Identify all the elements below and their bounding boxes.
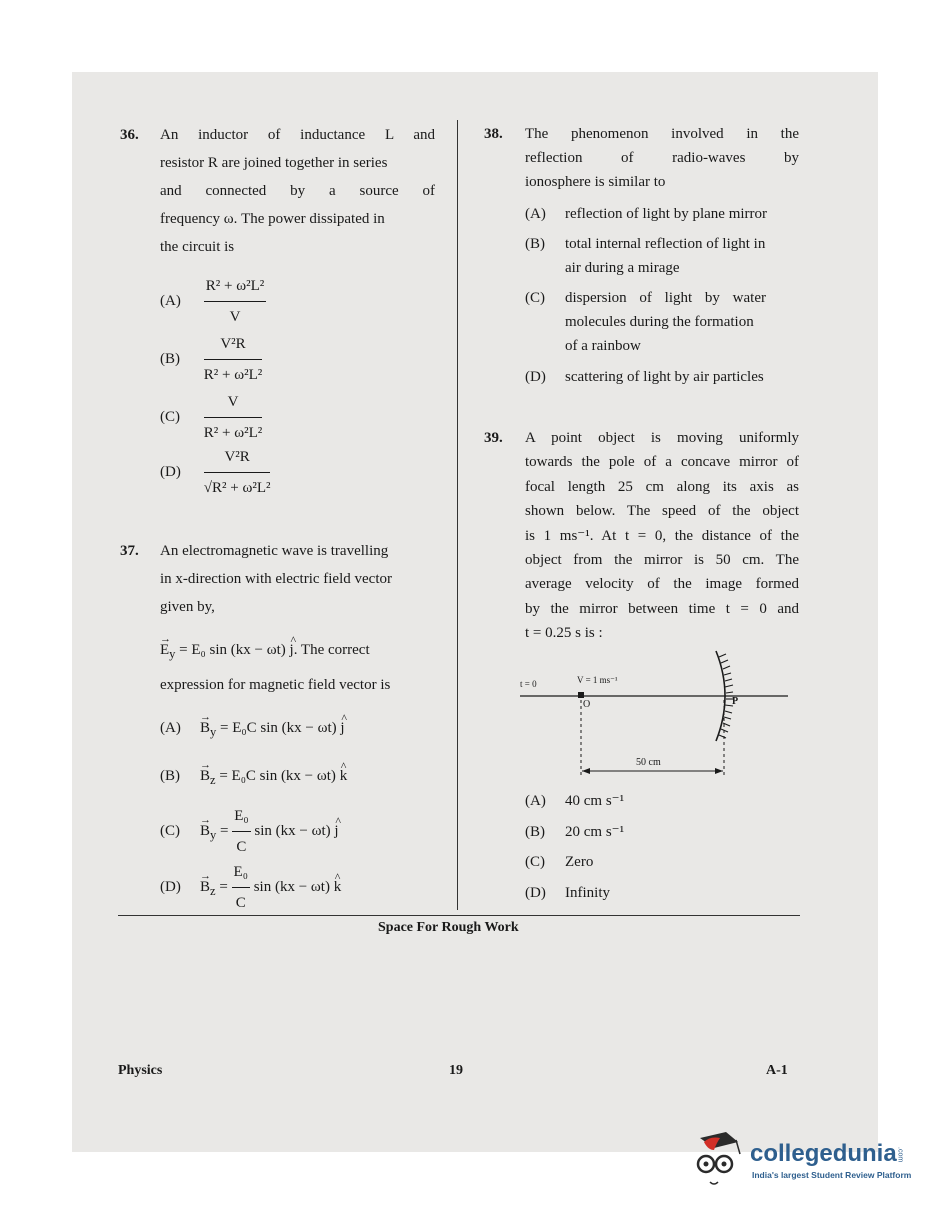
equation-tail: . The correct: [293, 642, 370, 658]
logo-tagline: India's largest Student Review Platform: [752, 1170, 912, 1180]
object-label: O: [583, 699, 591, 710]
question-line: A point object is moving uniformly: [525, 430, 799, 446]
question-line: t = 0.25 s is :: [525, 625, 603, 642]
option-b[interactable]: [525, 820, 624, 844]
question-line: reflection of radio-waves by: [525, 150, 799, 166]
unit-vector: ^ j: [334, 817, 338, 845]
mirror-diagram: [520, 645, 790, 780]
question-number: 38.: [484, 126, 503, 142]
subscript: z: [210, 883, 216, 898]
question-text: [525, 426, 799, 646]
question-line: the circuit is: [160, 239, 235, 255]
option-text: Infinity: [565, 885, 610, 901]
question-line: frequency ω. The power dissipated in: [160, 211, 385, 227]
option-text: = E₀C sin (kx − ωt): [215, 768, 340, 784]
vector-symbol: → B: [200, 762, 210, 790]
distance-label: 50 cm: [636, 757, 661, 768]
subscript: y: [169, 647, 176, 661]
denominator: √R² + ω²L²: [203, 480, 271, 496]
question-line: resistor R are joined together in series: [160, 155, 388, 171]
option-label: (B): [160, 350, 180, 367]
collegedunia-mascot-icon: [686, 1128, 746, 1188]
unit-vector: ^ k: [334, 873, 342, 901]
question-line: by the mirror between time t = 0 and: [525, 600, 799, 617]
question-line: given by,: [160, 599, 215, 615]
option-b[interactable]: [160, 330, 262, 389]
vector-symbol: → E: [160, 636, 169, 664]
fraction: [232, 802, 250, 861]
question-line: average velocity of the image formed: [525, 576, 799, 593]
option-label: (C): [525, 290, 545, 306]
option-label: (D): [160, 878, 181, 895]
option-label: (A): [160, 720, 181, 736]
option-text: of a rainbow: [565, 338, 641, 354]
pole-label: P: [732, 696, 739, 707]
option-text: scattering of light by air particles: [565, 369, 764, 385]
option-text: dispersion of light by water: [565, 290, 766, 306]
fraction: [232, 858, 250, 917]
equation-body: = E₀ sin (kx − ωt): [175, 642, 290, 658]
option-d[interactable]: [525, 365, 801, 389]
option-text: sin (kx − ωt): [249, 878, 334, 895]
question-number: 39.: [484, 430, 503, 446]
option-label: (C): [160, 408, 180, 425]
option-text: = E₀C sin (kx − ωt): [216, 720, 341, 736]
option-a[interactable]: [160, 714, 345, 746]
option-label: (C): [525, 854, 545, 870]
option-text: air during a mirage: [565, 260, 680, 276]
question-line: expression for magnetic field vector is: [160, 677, 391, 693]
question-line: in x-direction with electric field vector: [160, 571, 392, 587]
option-text: sin (kx − ωt): [250, 822, 335, 839]
numerator: V²R: [204, 330, 263, 360]
rough-work-label: Space For Rough Work: [378, 920, 519, 935]
option-text: Zero: [565, 854, 594, 870]
vector-symbol: → B: [200, 873, 210, 901]
option-c[interactable]: [160, 388, 262, 447]
fraction: [204, 443, 271, 502]
option-label: (B): [525, 824, 545, 840]
denominator: R² + ω²L²: [203, 425, 263, 441]
option-a[interactable]: [525, 202, 801, 226]
question-text: [160, 121, 435, 261]
option-d[interactable]: $(D)\to B_z$ = $\frac{\text{E₀}}{C}$ sin (kx − ωt) ^ k: [160, 858, 341, 917]
option-c[interactable]: [525, 286, 801, 358]
question-number: 37.: [120, 543, 139, 559]
option-label: (B): [525, 236, 545, 252]
denominator: C: [235, 895, 246, 911]
fraction: [204, 330, 263, 389]
velocity-label: V = 1 ms⁻¹: [577, 675, 618, 685]
unit-vector: ^ j: [340, 714, 344, 742]
numerator: E₀: [232, 858, 250, 888]
question-line: An inductor of inductance L and: [160, 127, 435, 143]
question-line: object from the mirror is 50 cm. The: [525, 552, 799, 569]
question-number: 36.: [120, 127, 139, 143]
collegedunia-logo: [750, 1140, 904, 1168]
option-text: 40 cm s⁻¹: [565, 793, 625, 809]
option-label: (D): [525, 885, 546, 901]
question-text: [525, 122, 799, 194]
footer-subject: Physics: [118, 1063, 163, 1078]
time-label: t = 0: [520, 679, 537, 689]
option-label: (A): [525, 793, 546, 809]
logo-suffix: .com: [896, 1147, 904, 1163]
option-text: 20 cm s⁻¹: [565, 824, 625, 840]
denominator: C: [236, 839, 247, 855]
question-line: towards the pole of a concave mirror of: [525, 454, 799, 471]
vector-symbol: → B: [200, 714, 210, 742]
option-a[interactable]: [525, 789, 624, 813]
option-text: total internal reflection of light in: [565, 236, 766, 252]
denominator: R² + ω²L²: [203, 367, 263, 383]
option-b[interactable]: [525, 232, 801, 280]
option-c[interactable]: $(C)\to B_y$ = $\frac{\text{E₀}}{C}$ sin (kx − ωt) ^ j: [160, 802, 339, 861]
electric-field-equation: [160, 636, 370, 668]
denominator: V: [229, 309, 241, 325]
option-label: (D): [525, 369, 546, 385]
question-text: [160, 537, 435, 621]
option-a[interactable]: [160, 272, 266, 331]
option-label: (A): [525, 206, 546, 222]
option-text: reflection of light by plane mirror: [565, 206, 768, 222]
option-label: (C): [160, 822, 180, 839]
option-c[interactable]: [525, 850, 593, 874]
question-line: focal length 25 cm along its axis as: [525, 478, 799, 495]
option-d[interactable]: [160, 443, 270, 502]
option-label: (A): [160, 292, 181, 309]
unit-vector: ^ j: [290, 636, 294, 664]
question-line: shown below. The speed of the object: [525, 503, 799, 520]
unit-vector: ^ k: [340, 762, 348, 790]
option-text: molecules during the formation: [565, 314, 754, 330]
vector-symbol: → B: [200, 817, 210, 845]
option-label: (B): [160, 768, 180, 784]
numerator: V²R: [204, 443, 271, 473]
column-divider: [457, 120, 458, 910]
numerator: V: [204, 388, 263, 418]
subscript: y: [210, 725, 217, 739]
footer-code: A-1: [766, 1063, 788, 1078]
numerator: R² + ω²L²: [204, 272, 267, 302]
fraction: [204, 388, 263, 447]
footer-page-number: 19: [449, 1063, 463, 1078]
subscript: y: [210, 827, 217, 842]
subscript: z: [210, 773, 216, 787]
fraction: [204, 272, 267, 331]
question-line: is 1 ms⁻¹. At t = 0, the distance of the: [525, 527, 799, 544]
numerator: E₀: [232, 802, 250, 832]
rough-work-divider: [118, 915, 800, 916]
option-d[interactable]: [525, 881, 610, 905]
question-line: An electromagnetic wave is travelling: [160, 543, 389, 559]
option-label: (D): [160, 463, 181, 480]
question-line: ionosphere is similar to: [525, 174, 666, 190]
question-line: and connected by a source of: [160, 183, 435, 199]
question-line: The phenomenon involved in the: [525, 126, 799, 142]
logo-name: collegedunia: [750, 1140, 897, 1167]
option-b[interactable]: [160, 762, 347, 794]
